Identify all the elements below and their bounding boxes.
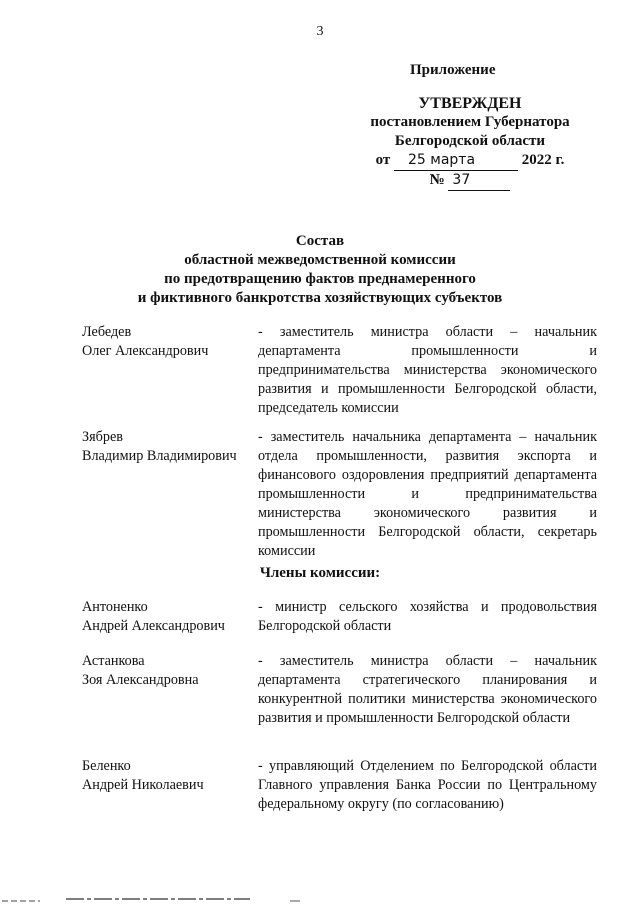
- role-text: - министр сельского хозяйства и продовольствия Белгородской области: [258, 599, 597, 634]
- person-name: [82, 598, 257, 636]
- person-name: [82, 323, 257, 361]
- person-surname: Антоненко: [82, 599, 148, 615]
- role-text: - заместитель министра области – начальник департамента стратегического планирования и конкурентной политики министерства экономического развития и промышленности Белгородской области: [258, 653, 597, 726]
- person-surname: Беленко: [82, 758, 131, 774]
- role-text: - заместитель министра области – начальник департамента промышленности и предпринимательства министерства экономического развития и промышленности Белгородской области, председатель комиссии: [258, 324, 597, 416]
- approval-date: [340, 151, 600, 171]
- role-text: - заместитель начальника департамента – начальник отдела промышленности, развития экспорта и финансового оздоровления предприятий департамента промышленности и предпринимательства министерства экономического развития и промышленности Белгородской области, секретарь комиссии: [258, 429, 597, 559]
- page-number: 3: [316, 24, 324, 39]
- document-title: [0, 232, 640, 308]
- number-prefix: №: [429, 172, 445, 188]
- title-line: Состав: [295, 233, 345, 249]
- scan-artifact-marks: [0, 893, 640, 905]
- person-surname: Зябрев: [82, 429, 123, 445]
- date-year: 2022 г.: [521, 152, 565, 168]
- person-role: [258, 598, 597, 636]
- role-text: - управляющий Отделением по Белгородской области Главного управления Банка России по Центральному федеральному округу (по согласованию): [258, 758, 597, 812]
- person-role: [258, 323, 597, 418]
- person-role: [258, 428, 597, 561]
- person-name: [82, 652, 257, 690]
- date-prefix: от: [375, 152, 391, 168]
- title-line: и фиктивного банкротства хозяйствующих субъектов: [137, 290, 503, 306]
- person-role: [258, 757, 597, 814]
- approval-heading: УТВЕРЖДЕН: [418, 95, 522, 112]
- person-given-names: Андрей Александрович: [82, 618, 225, 634]
- person-name: [82, 757, 257, 795]
- person-given-names: Андрей Николаевич: [82, 777, 204, 793]
- appendix-label: Приложение: [410, 62, 496, 78]
- members-heading: Члены комиссии:: [259, 565, 381, 581]
- person-surname: Астанкова: [82, 653, 145, 669]
- date-value: 25 марта: [394, 151, 518, 171]
- title-line: по предотвращению фактов преднамеренного: [164, 271, 476, 287]
- person-given-names: Владимир Владимирович: [82, 448, 237, 464]
- approval-line-2: Белгородской области: [394, 133, 546, 149]
- number-value: 37: [448, 171, 510, 191]
- person-given-names: Олег Александрович: [82, 343, 209, 359]
- approval-block: [340, 94, 600, 191]
- approval-line-1: постановлением Губернатора: [370, 114, 570, 130]
- person-given-names: Зоя Александровна: [82, 672, 199, 688]
- person-name: [82, 428, 257, 466]
- person-surname: Лебедев: [82, 324, 132, 340]
- person-role: [258, 652, 597, 728]
- approval-number: [340, 171, 600, 191]
- title-line: областной межведомственной комиссии: [184, 252, 456, 268]
